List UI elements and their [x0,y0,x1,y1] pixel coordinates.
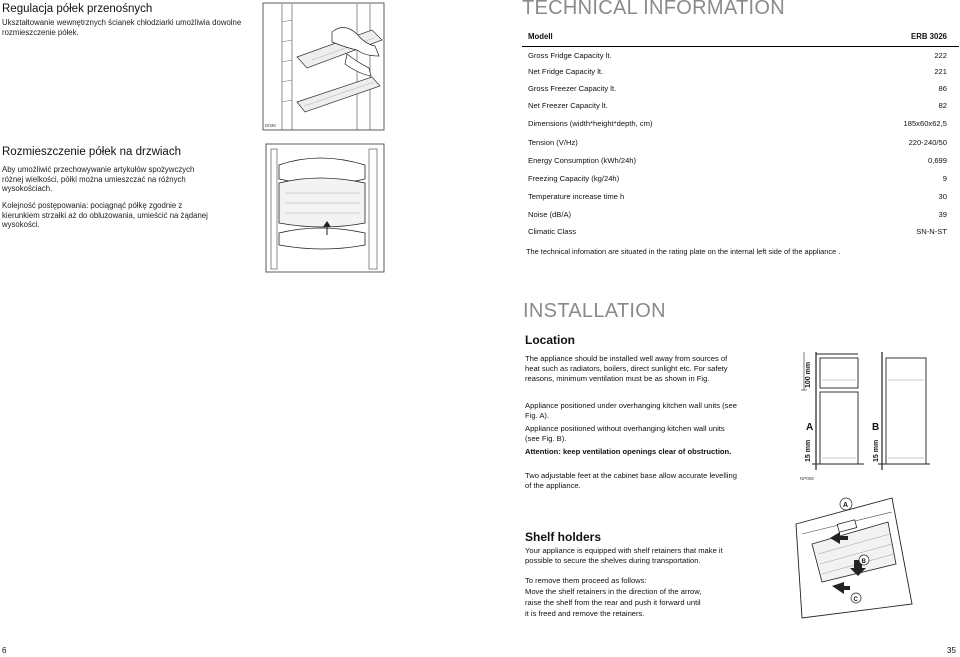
door-shelf-figure [265,143,387,275]
ventilation-side-gap-label-a: 15 mm [805,439,812,462]
spec-value: 86 [938,84,947,93]
spec-label: Net Fridge Capacity lt. [528,67,604,76]
spec-label: Temperature increase time h [528,192,625,201]
shelf-holders-heading: Shelf holders [525,530,602,544]
spec-header-label: Modell [528,32,553,41]
spec-row [522,81,959,98]
spec-label: Gross Freezer Capacity lt. [528,84,617,93]
spec-value: 220-240/50 [908,138,947,147]
shelf-adjustment-figure [262,2,386,132]
spec-value: 9 [942,174,947,183]
spec-row [522,224,959,241]
spec-label: Climatic Class [528,227,577,236]
location-text-3: Appliance positioned without overhanging kitchen wall units (see Fig. B). [525,424,725,443]
spec-row [522,153,959,170]
heading-door-shelves: Rozmieszczenie półek na drzwiach [2,146,181,158]
installation-title: INSTALLATION [523,300,666,322]
spec-value: 39 [938,210,947,219]
door-shelves-text-1: Aby umożliwić przechowywanie artykułów spożywczych różnej wielkości, półki można umieszczać na różnych wysokościach. [2,165,195,194]
spec-label: Net Freezer Capacity lt. [528,101,608,110]
figure-code: D038 [265,123,276,128]
spec-row [522,48,959,65]
spec-value: 30 [938,192,947,201]
spec-row [522,98,959,115]
spec-row [522,135,959,152]
spec-value: SN-N-ST [916,227,947,236]
spec-value: 185x60x62,5 [903,119,947,128]
spec-label: Tension (V/Hz) [528,138,578,147]
ventilation-figure-code: NP008 [800,476,814,481]
spec-row [522,171,959,188]
location-heading: Location [525,333,575,347]
ventilation-figure [796,350,932,484]
spec-value: 221 [934,67,947,76]
page-number-left: 6 [2,646,7,655]
location-attention: Attention: keep ventilation openings clear of obstruction. [525,447,732,456]
spec-value: 0,699 [927,156,947,165]
page-number-right: 35 [947,646,956,655]
shelf-holder-label-b: B [861,559,866,565]
spec-row [522,64,959,81]
location-text-1: The appliance should be installed well away from sources of heat such as radiators, boilers, direct sunlight etc. For safety reasons, minimum ventilation must be as shown in Fig. [525,354,728,383]
shelf-adjustment-text: Ukształtowanie wewnętrznych ścianek chłodziarki umożliwia dowolne rozmieszczenie półek. [2,18,242,37]
spec-row [522,207,959,224]
spec-row [522,189,959,206]
spec-label: Energy Consumption (kWh/24h) [528,156,637,165]
location-text-2: Appliance positioned under overhanging kitchen wall units (see Fig. A). [525,401,737,420]
shelf-holders-step-4: it is freed and remove the retainers. [525,609,645,618]
shelf-holder-figure [792,494,916,620]
spec-row [522,116,959,133]
spec-label: Gross Fridge Capacity lt. [528,51,612,60]
spec-label: Dimensions (width*height*depth, cm) [528,119,653,128]
spec-label: Noise (dB/A) [528,210,572,219]
heading-shelf-adjustment: Regulacja półek przenośnych [2,3,153,15]
shelf-holders-step-1: To remove them proceed as follows: [525,576,647,585]
shelf-holders-step-2: Move the shelf retainers in the direction of the arrow, [525,587,702,596]
spec-header-model: ERB 3026 [911,32,947,41]
ventilation-side-gap-label-b: 15 mm [873,439,880,462]
ventilation-top-gap-label: 100 mm [805,361,812,388]
shelf-holder-label-a: A [843,502,849,509]
shelf-holder-label-c: C [853,597,858,603]
spec-header-row [522,29,959,47]
ventilation-fig-b-label: B [872,422,880,433]
location-text-4: Two adjustable feet at the cabinet base allow accurate levelling of the appliance. [525,471,737,490]
shelf-holders-text: Your appliance is equipped with shelf retainers that make it possible to secure the shelves during transportation. [525,546,723,565]
ventilation-fig-a-label: A [806,422,814,433]
spec-label: Freezing Capacity (kg/24h) [528,174,620,183]
door-shelves-text-2: Kolejność postępowania: pociągnąć półkę zgodnie z kierunkiem strzałki aż do obluzowania, umieścić na żądanej wysokości. [2,201,208,230]
spec-value: 222 [934,51,947,60]
technical-note: The technical infomation are situated in the rating plate on the internal left side of the appliance . [526,247,841,256]
shelf-holders-step-3: raise the shelf from the rear and push it forward until [525,598,701,607]
technical-information-title: TECHNICAL INFORMATION [522,0,785,19]
spec-value: 82 [938,101,947,110]
